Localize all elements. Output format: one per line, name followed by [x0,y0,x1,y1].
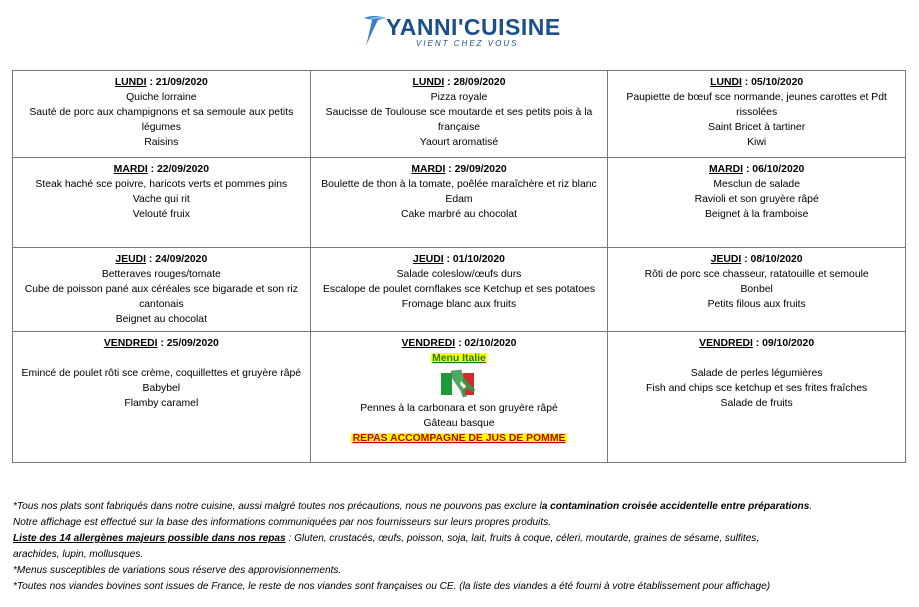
menu-item: Kiwi [747,137,767,148]
menu-item: Edam [445,194,473,205]
menu-item: Beignet au chocolat [115,314,207,325]
weekly-menu-table [12,70,906,463]
menu-cell [608,158,906,248]
theme-menu-label: Menu Italie [432,353,486,364]
company-logo [360,10,560,50]
day-label: MARDI [709,164,744,175]
menu-item: Petits filous aux fruits [707,299,806,310]
day-date: : 25/09/2020 [157,338,219,349]
menu-item: Boulette de thon à la tomate, poêlée maraîchère et riz blanc [321,179,597,190]
day-label: LUNDI [114,77,147,88]
menu-row-vendredi [13,332,906,463]
day-date: : 08/10/2020 [741,254,803,265]
menu-item: Fish and chips sce ketchup et ses frites fraîches [646,383,868,394]
day-date: : 02/10/2020 [455,338,517,349]
menu-item: Betteraves rouges/tomate [101,269,221,280]
menu-item: Cake marbré au chocolat [400,209,518,220]
menu-item: Sauté de porc aux champignons et sa semoule aux petits légumes [29,107,294,133]
menu-item: Salade de fruits [720,398,793,409]
day-label: LUNDI [710,77,742,88]
day-date: : 28/09/2020 [444,77,506,88]
day-label: JEUDI [115,254,146,265]
note-line: *Menus susceptibles de variations sous réserve des approvisionnements. [13,565,342,576]
day-label: JEUDI [413,254,444,265]
menu-cell [13,248,311,332]
logo-brand-text: YANNI'CUISINE [386,14,561,40]
day-date: : 24/09/2020 [146,254,208,265]
logo-tagline: VIENT CHEZ VOUS [416,39,519,48]
menu-cell [310,158,608,248]
menu-item: Yaourt aromatisé [419,137,499,148]
note-line: *Tous nos plats sont fabriqués dans notre cuisine, aussi malgré toutes nos précautions, nous ne pouvons pas exclure la contamination croisée accidentelle entre préparations. [13,501,813,512]
menu-item: Saucisse de Toulouse sce moutarde et ses petits pois à la française [325,107,593,133]
menu-item: Bonbel [740,284,773,295]
day-label: MARDI [411,164,446,175]
menu-item: Raisins [144,137,179,148]
menu-item: Beignet à la framboise [704,209,809,220]
day-date: : 05/10/2020 [741,77,804,88]
menu-item: Flamby caramel [124,398,199,409]
menu-cell [13,71,311,158]
menu-item: Rôti de porc sce chasseur, ratatouille et semoule [644,269,869,280]
menu-row-mardi [13,158,906,248]
menu-item: Cube de poisson pané aux céréales sce bigarade et son riz cantonais [24,284,298,310]
day-date: : 06/10/2020 [743,164,805,175]
menu-item: Velouté fruix [132,209,190,220]
day-label: VENDREDI [699,338,753,349]
menu-cell [13,158,311,248]
day-date: : 09/10/2020 [752,338,815,349]
menu-item: Vache qui rit [132,194,190,205]
menu-item: Ravioli et son gruyère râpé [694,194,819,205]
day-label: MARDI [113,164,148,175]
day-date: : 01/10/2020 [443,254,505,265]
note-line: Notre affichage est effectué sur la base des informations communiquées par nos fournisseurs sur leurs propres produits. [13,517,552,528]
menu-cell [608,332,906,463]
day-date: : 22/09/2020 [147,164,209,175]
allergen-line: Liste des 14 allergènes majeurs possible dans nos repas : Gluten, crustacés, œufs, poisson, soja, lait, fruits à coque, céleri, moutarde, graines de sésame, sulfites, [13,533,760,544]
note-line: *Toutes nos viandes bovines sont issues de France, le reste de nos viandes sont françaises ou CE. (la liste des viandes a été fourni à votre établissement pour affichage) [13,581,771,592]
menu-item: Escalope de poulet cornflakes sce Ketchup et ses potatoes [322,284,596,295]
day-date: : 29/09/2020 [445,164,507,175]
menu-item: Mesclun de salade [713,179,800,190]
menu-cell [608,71,906,158]
menu-row-lundi [13,71,906,158]
menu-item: Fromage blanc aux fruits [401,299,517,310]
menu-item: Quiche lorraine [126,92,197,103]
menu-item: Emincé de poulet rôti sce crème, coquillettes et gruyère râpé [21,368,302,379]
menu-item: Steak haché sce poivre, haricots verts et pommes pins [35,179,288,190]
menu-cell [608,248,906,332]
day-label: VENDREDI [103,338,158,349]
menu-item: Salade coleslow/œufs durs [396,269,522,280]
menu-cell [310,332,608,463]
day-label: JEUDI [710,254,742,265]
menu-cell [310,71,608,158]
menu-cell [13,332,311,463]
menu-item: Pizza royale [430,92,488,103]
day-label: VENDREDI [401,338,456,349]
menu-row-jeudi [13,248,906,332]
day-label: LUNDI [412,77,445,88]
menu-cell [310,248,608,332]
highlight-banner: REPAS ACCOMPAGNE DE JUS DE POMME [352,433,566,444]
italy-map-flag-icon [439,367,479,399]
footer-notes [13,499,913,595]
menu-item: Gâteau basque [423,418,495,429]
menu-item: Pennes à la carbonara et son gruyère râpé [360,403,558,414]
note-line: arachides, lupin, mollusques. [13,549,144,560]
menu-item: Babybel [142,383,181,394]
day-date: : 21/09/2020 [146,77,208,88]
menu-item: Salade de perles légumières [690,368,823,379]
menu-item: Paupiette de bœuf sce normande, jeunes carottes et Pdt rissolées [626,92,887,118]
menu-item: Saint Bricet à tartiner [708,122,806,133]
